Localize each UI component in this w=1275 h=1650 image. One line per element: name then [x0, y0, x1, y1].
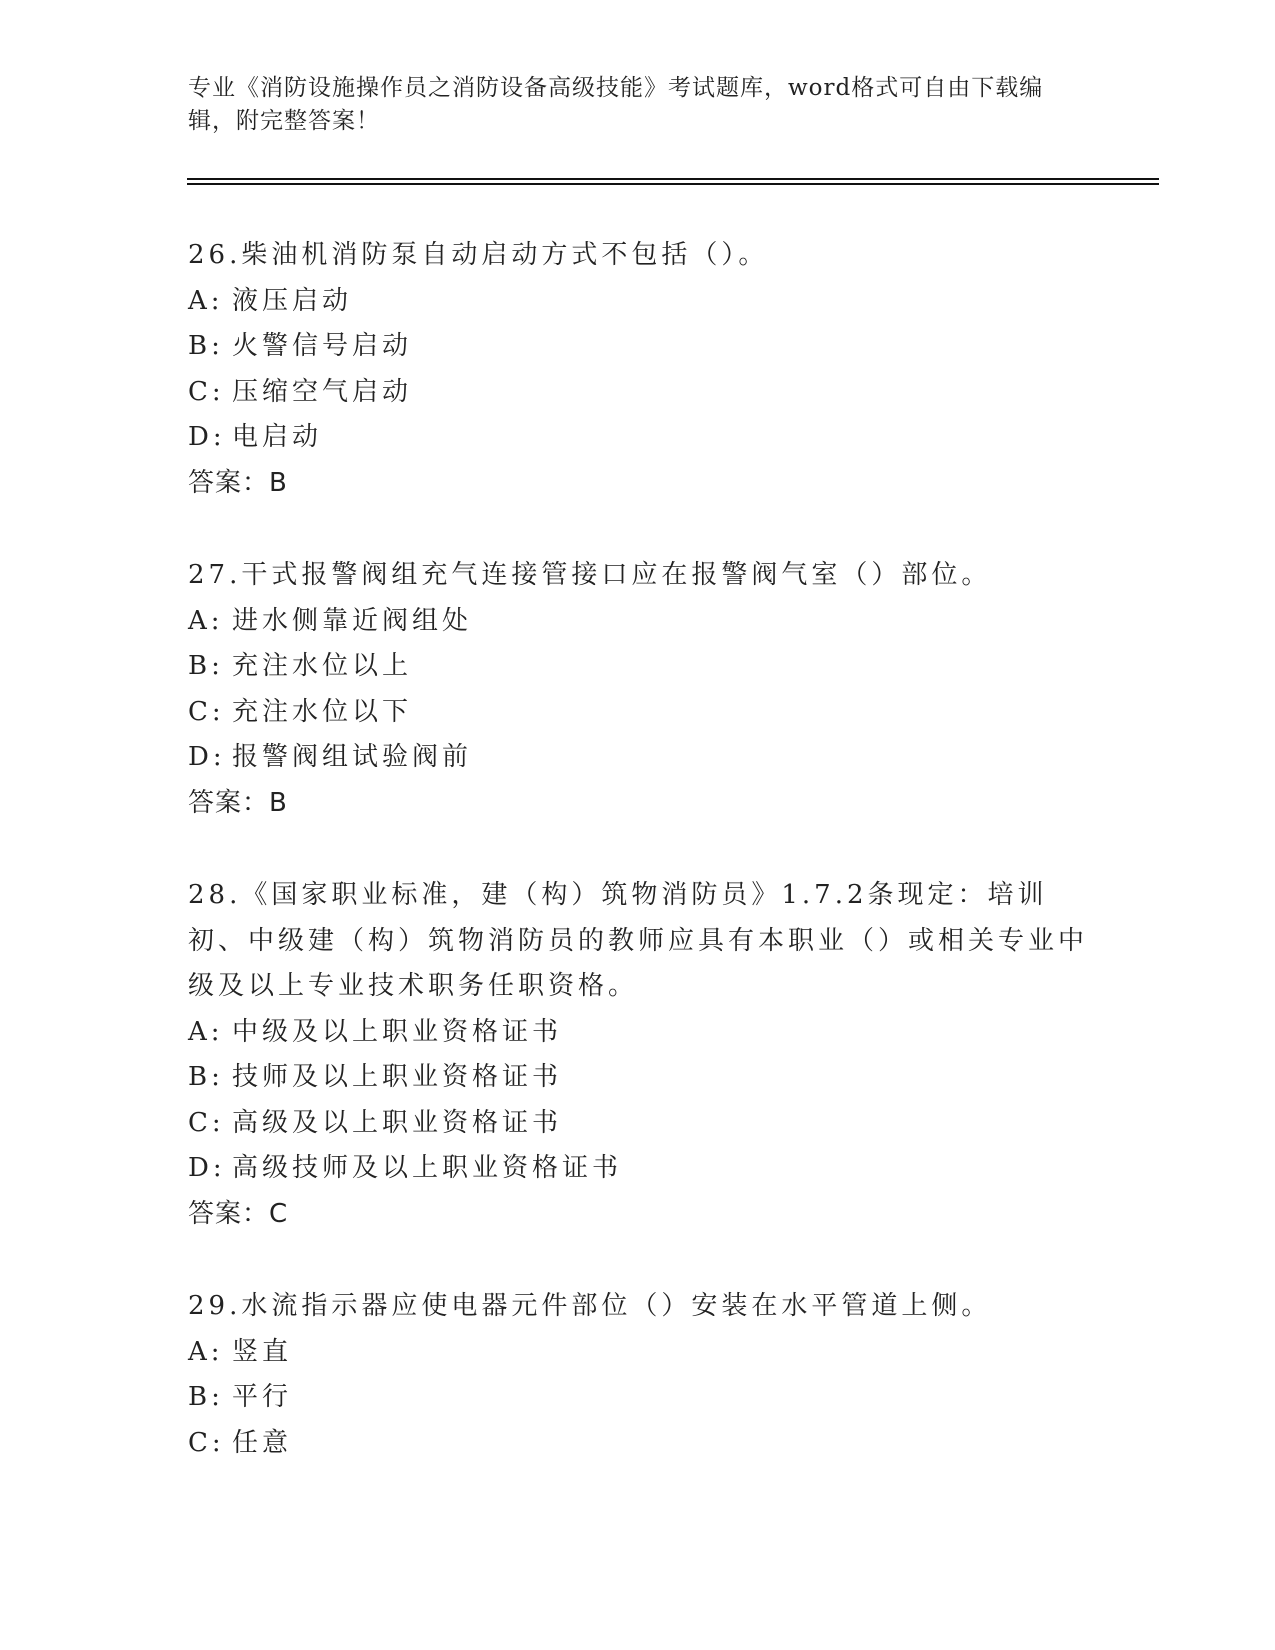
question-stem: 26.柴油机消防泵自动启动方式不包括（）。 [188, 240, 769, 270]
answer-option [188, 599, 1088, 645]
question-stem: 28.《国家职业标准，建（构）筑物消防员》1.7.2条现定：培训初、中级建（构）筑物消防员的教师应具有本职业（）或相关专业中级及以上专业技术职务任职资格。 [188, 880, 1089, 1001]
option-text: 充注水位以上 [232, 651, 413, 681]
header-rule-bottom [187, 183, 1159, 185]
option-text: 报警阀组试验阀前 [232, 742, 473, 772]
option-letter: D: [188, 742, 226, 772]
question-stem: 29.水流指示器应使电器元件部位（）安装在水平管道上侧。 [188, 1291, 992, 1321]
question-block [188, 1284, 1088, 1466]
answer-option [188, 324, 1088, 370]
question-block [188, 233, 1088, 506]
answer-option [188, 1421, 1088, 1467]
option-letter: D: [188, 422, 226, 452]
answer-option [188, 1010, 1088, 1056]
header-rule-top [187, 178, 1159, 180]
answer-option [188, 644, 1088, 690]
answer-option [188, 735, 1088, 781]
option-text: 任意 [232, 1427, 293, 1458]
answer-option [188, 690, 1088, 736]
answer-option [188, 279, 1088, 325]
option-text: 液压启动 [232, 285, 353, 316]
question-stem: 27.干式报警阀组充气连接管接口应在报警阀气室（）部位。 [188, 560, 992, 590]
option-letter: C: [188, 696, 225, 727]
answer-line: 答案：C [188, 1198, 289, 1229]
answer-option [188, 415, 1088, 461]
option-letter: A: [188, 1336, 224, 1367]
document-header: 专业《消防设施操作员之消防设备高级技能》考试题库，word格式可自由下载编辑，附完整答案！ [188, 75, 1044, 134]
option-text: 充注水位以下 [232, 696, 413, 727]
option-letter: B: [188, 1382, 224, 1412]
answer-option [188, 1375, 1088, 1421]
option-letter: A: [188, 605, 224, 636]
option-letter: C: [188, 1427, 225, 1458]
option-text: 火警信号启动 [232, 331, 413, 361]
answer-option [188, 1330, 1088, 1376]
option-letter: A: [188, 285, 224, 316]
answer-option [188, 1101, 1088, 1147]
question-block [188, 553, 1088, 826]
option-text: 平行 [232, 1382, 293, 1412]
option-text: 技师及以上职业资格证书 [232, 1062, 563, 1092]
option-text: 竖直 [232, 1336, 293, 1367]
question-block [188, 873, 1088, 1237]
option-text: 进水侧靠近阀组处 [232, 605, 473, 636]
option-text: 电启动 [232, 422, 323, 452]
option-letter: A: [188, 1016, 224, 1047]
option-letter: B: [188, 1062, 224, 1092]
option-letter: B: [188, 651, 224, 681]
option-letter: D: [188, 1153, 226, 1183]
answer-line: 答案：B [188, 787, 288, 818]
answer-option [188, 1055, 1088, 1101]
option-text: 中级及以上职业资格证书 [232, 1016, 563, 1047]
answer-option [188, 370, 1088, 416]
option-text: 压缩空气启动 [232, 376, 413, 407]
option-text: 高级技师及以上职业资格证书 [232, 1153, 623, 1183]
option-letter: B: [188, 331, 224, 361]
option-letter: C: [188, 376, 225, 407]
answer-option [188, 1146, 1088, 1192]
answer-line: 答案：B [188, 467, 288, 498]
question-list [188, 233, 1088, 1513]
option-letter: C: [188, 1107, 225, 1138]
option-text: 高级及以上职业资格证书 [232, 1107, 563, 1138]
